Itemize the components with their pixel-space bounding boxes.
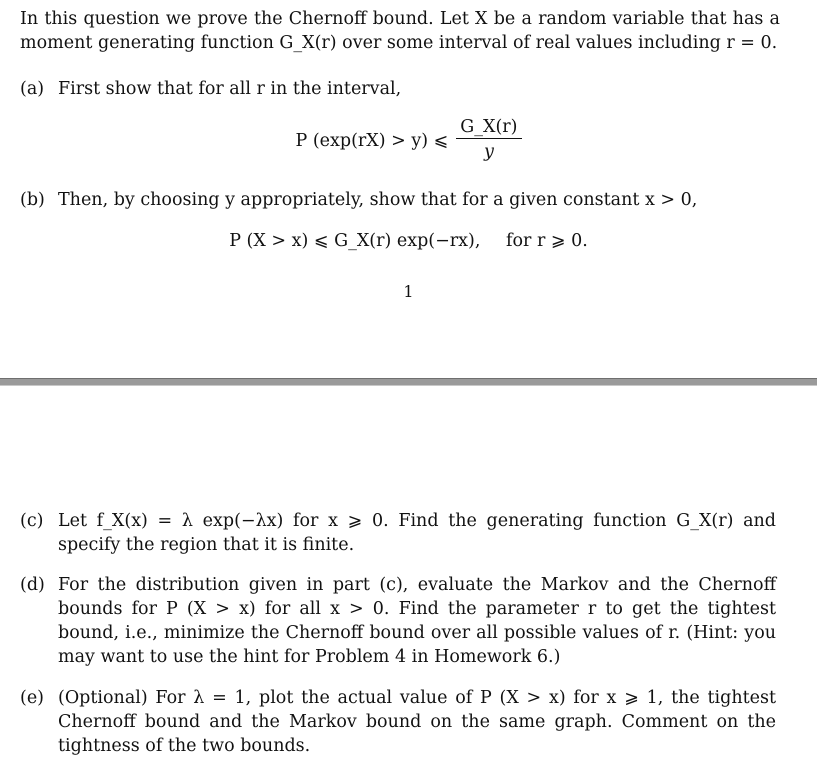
part-e [20,686,776,758]
part-b-text: Then, by choosing y appropriately, show that for a given constant x > 0, [58,190,698,210]
part-a-text: First show that for all r in the interval, [58,79,402,99]
equation-b-condition: for r ⩾ 0. [506,231,588,251]
equation-a-fraction [456,116,521,165]
intro-paragraph: In this question we prove the Chernoff bound. Let X be a random variable that has a moment generating function G_X(r) over some interval of real values including r = 0. [20,9,780,53]
part-c-label: (c) [20,511,44,531]
part-e-text: (Optional) For λ = 1, plot the actual value of P (X > x) for x ⩾ 1, the tightest Chernoff bound and the Markov bound on the same graph. Comment on the tightness of the two bounds. [58,688,776,756]
part-c-text: Let f_X(x) = λ exp(−λx) for x ⩾ 0. Find the generating function G_X(r) and specify the region that it is finite. [58,511,776,555]
part-a-label: (a) [20,79,45,99]
equation-a [0,116,817,165]
part-d-label: (d) [20,575,45,595]
page-separator [0,378,817,386]
part-a [20,77,776,101]
part-b [20,188,776,212]
equation-a-numerator: G_X(r) [456,116,521,139]
part-b-label: (b) [20,190,45,210]
equation-b-expression: P (X > x) ⩽ G_X(r) exp(−rx), [229,231,481,251]
part-c [20,509,776,557]
equation-b [0,229,817,253]
equation-a-lhs: P (exp(rX) > y) ⩽ [295,130,449,151]
part-d [20,573,776,669]
page-number: 1 [403,282,414,301]
document-page-2 [0,386,817,782]
part-e-label: (e) [20,688,45,708]
part-d-text: For the distribution given in part (c), evaluate the Markov and the Chernoff bounds for P (X > x) for all x > 0. Find the parameter r to get the tightest bound, i.e., minimize the Chernoff bound over all possible values of r. (Hint: you may want to use the hint for Problem 4 in Homework 6.) [58,575,776,667]
equation-a-denominator: y [483,142,494,162]
document-page-1 [0,0,817,378]
